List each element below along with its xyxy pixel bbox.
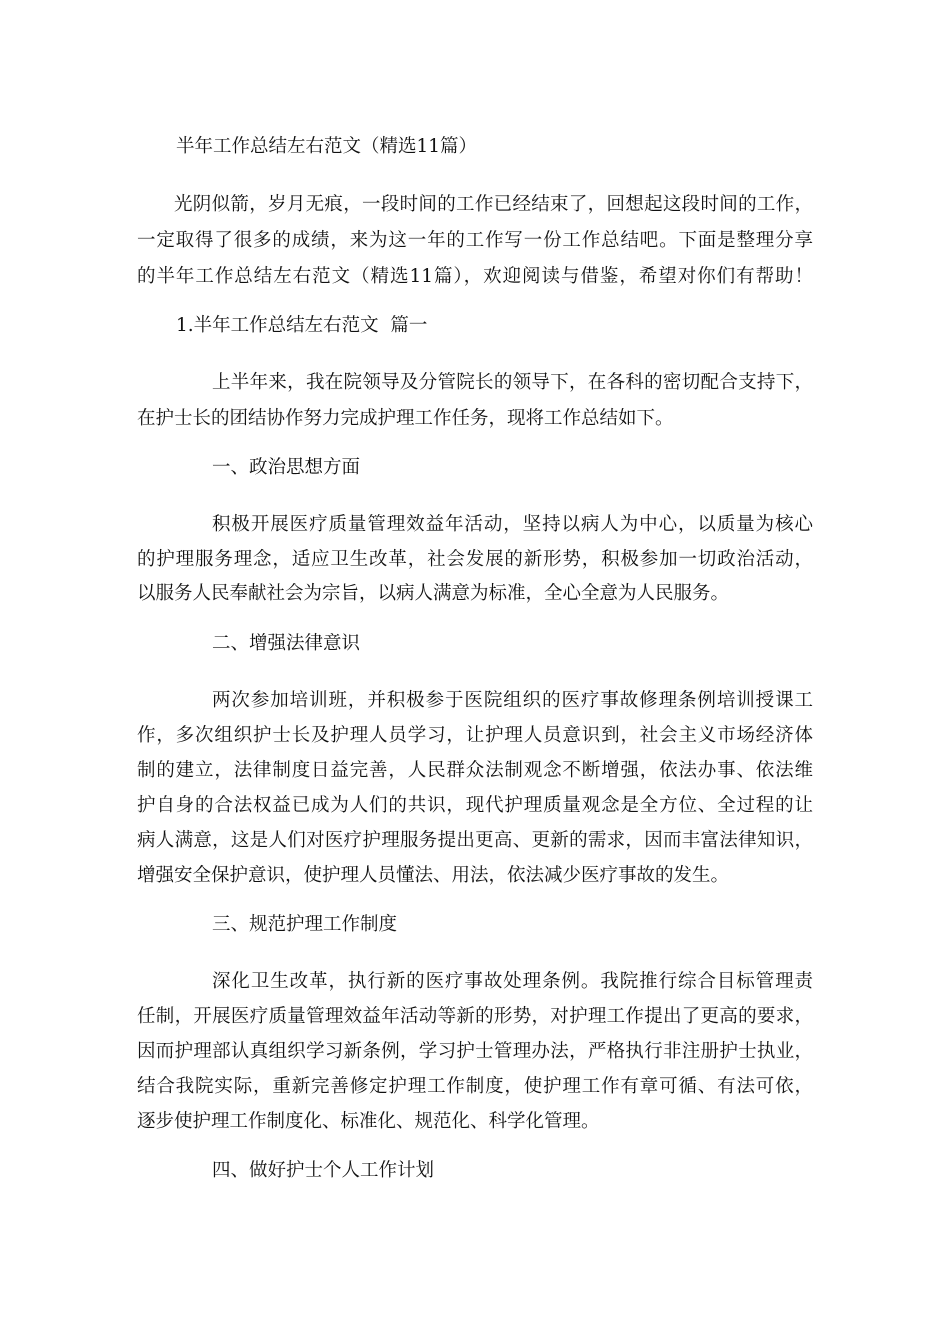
paragraph-2-line-5: 病人满意，这是人们对医疗护理服务提出更高、更新的需求，因而丰富法律知识， — [137, 830, 813, 851]
intro-line-2: 一定取得了很多的成绩，来为这一年的工作写一份工作总结吧。下面是整理分享 — [137, 230, 813, 251]
paragraph-3-line-5: 逐步使护理工作制度化、标准化、规范化、科学化管理。 — [137, 1111, 600, 1132]
paragraph-2-line-4: 护自身的合法权益已成为人们的共识，现代护理质量观念是全方位、全过程的让 — [137, 795, 813, 816]
paragraph-1-line-2: 的护理服务理念，适应卫生改革，社会发展的新形势，积极参加一切政治活动， — [137, 549, 813, 570]
intro-line-3: 的半年工作总结左右范文（精选11篇），欢迎阅读与借鉴，希望对你们有帮助！ — [137, 266, 813, 287]
paragraph-2-line-3: 制的建立，法律制度日益完善，人民群众法制观念不断增强，依法办事、依法维 — [137, 760, 813, 781]
section-heading: 1.半年工作总结左右范文 篇一 — [176, 315, 428, 336]
paragraph-3-line-2: 任制，开展医疗质量管理效益年活动等新的形势，对护理工作提出了更高的要求， — [137, 1006, 813, 1027]
subheading-3: 三、规范护理工作制度 — [212, 914, 398, 935]
paragraph-2-line-6: 增强安全保护意识，使护理人员懂法、用法，依法减少医疗事故的发生。 — [137, 865, 730, 886]
section-paragraph-line-2: 在护士长的团结协作努力完成护理工作任务，现将工作总结如下。 — [137, 408, 674, 429]
paragraph-1-line-1: 积极开展医疗质量管理效益年活动，坚持以病人为中心，以质量为核心 — [212, 514, 813, 535]
section-paragraph-line-1: 上半年来，我在院领导及分管院长的领导下，在各科的密切配合支持下， — [212, 372, 813, 393]
subheading-1: 一、政治思想方面 — [212, 457, 361, 478]
paragraph-1-line-3: 以服务人民奉献社会为宗旨，以病人满意为标准，全心全意为人民服务。 — [137, 583, 730, 604]
intro-line-1: 光阴似箭，岁月无痕，一段时间的工作已经结束了，回想起这段时间的工作， — [174, 194, 813, 215]
subheading-4: 四、做好护士个人工作计划 — [212, 1160, 435, 1181]
paragraph-2-line-1: 两次参加培训班，并积极参于医院组织的医疗事故修理条例培训授课工 — [212, 690, 813, 711]
paragraph-3-line-3: 因而护理部认真组织学习新条例，学习护士管理办法，严格执行非注册护士执业， — [137, 1041, 813, 1062]
paragraph-2-line-2: 作，多次组织护士长及护理人员学习，让护理人员意识到，社会主义市场经济体 — [137, 725, 813, 746]
subheading-2: 二、增强法律意识 — [212, 633, 361, 654]
paragraph-3-line-1: 深化卫生改革，执行新的医疗事故处理条例。我院推行综合目标管理责 — [212, 971, 813, 992]
paragraph-3-line-4: 结合我院实际，重新完善修定护理工作制度，使护理工作有章可循、有法可依， — [137, 1076, 813, 1097]
document-title: 半年工作总结左右范文（精选11篇） — [176, 136, 478, 157]
